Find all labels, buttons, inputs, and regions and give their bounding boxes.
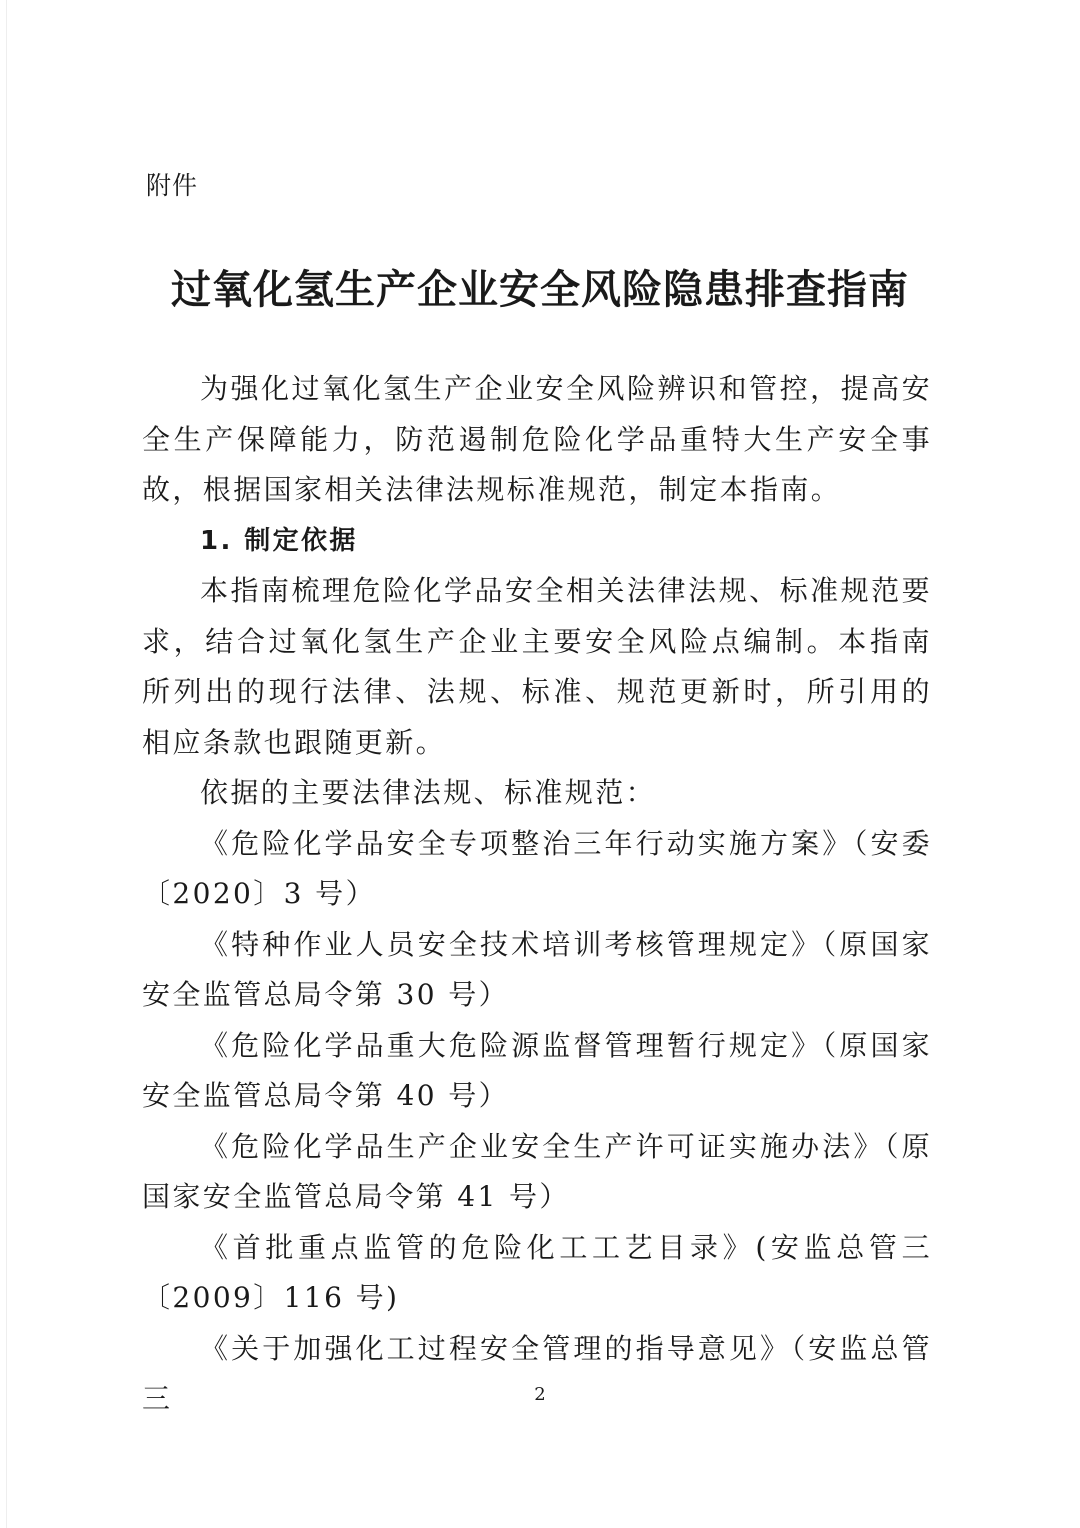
reference-item: 《首批重点监管的危险化工工艺目录》(安监总管三〔2009〕116 号) [142, 1230, 932, 1314]
document-body [142, 364, 932, 1425]
intro-paragraph: 为强化过氧化氢生产企业安全风险辨识和管控，提高安全生产保障能力，防范遏制危险化学品重特大生产安全事故，根据国家相关法律法规标准规范，制定本指南。 [142, 372, 932, 506]
attachment-label: 附件 [146, 171, 199, 200]
scan-edge-divider [6, 0, 7, 1528]
page-number: 2 [534, 1384, 546, 1405]
reference-item: 《危险化学品生产企业安全生产许可证实施办法》（原国家安全监管总局令第 41 号） [142, 1129, 932, 1213]
reference-item: 《危险化学品重大危险源监督管理暂行规定》（原国家安全监管总局令第 40 号） [142, 1028, 932, 1112]
section-heading: 1. 制定依据 [200, 525, 358, 556]
basis-list-intro: 依据的主要法律法规、标准规范： [200, 776, 657, 809]
basis-paragraph: 本指南梳理危险化学品安全相关法律法规、标准规范要求，结合过氧化氢生产企业主要安全风险点编制。本指南所列出的现行法律、法规、标准、规范更新时，所引用的相应条款也跟随更新。 [142, 574, 932, 759]
reference-item: 《关于加强化工过程安全管理的指导意见》（安监总管三 [142, 1331, 932, 1415]
reference-item: 《特种作业人员安全技术培训考核管理规定》（原国家安全监管总局令第 30 号） [142, 927, 932, 1011]
document-title: 过氧化氢生产企业安全风险隐患排查指南 [171, 267, 909, 313]
reference-item: 《危险化学品安全专项整治三年行动实施方案》（安委〔2020〕3 号） [142, 826, 932, 910]
